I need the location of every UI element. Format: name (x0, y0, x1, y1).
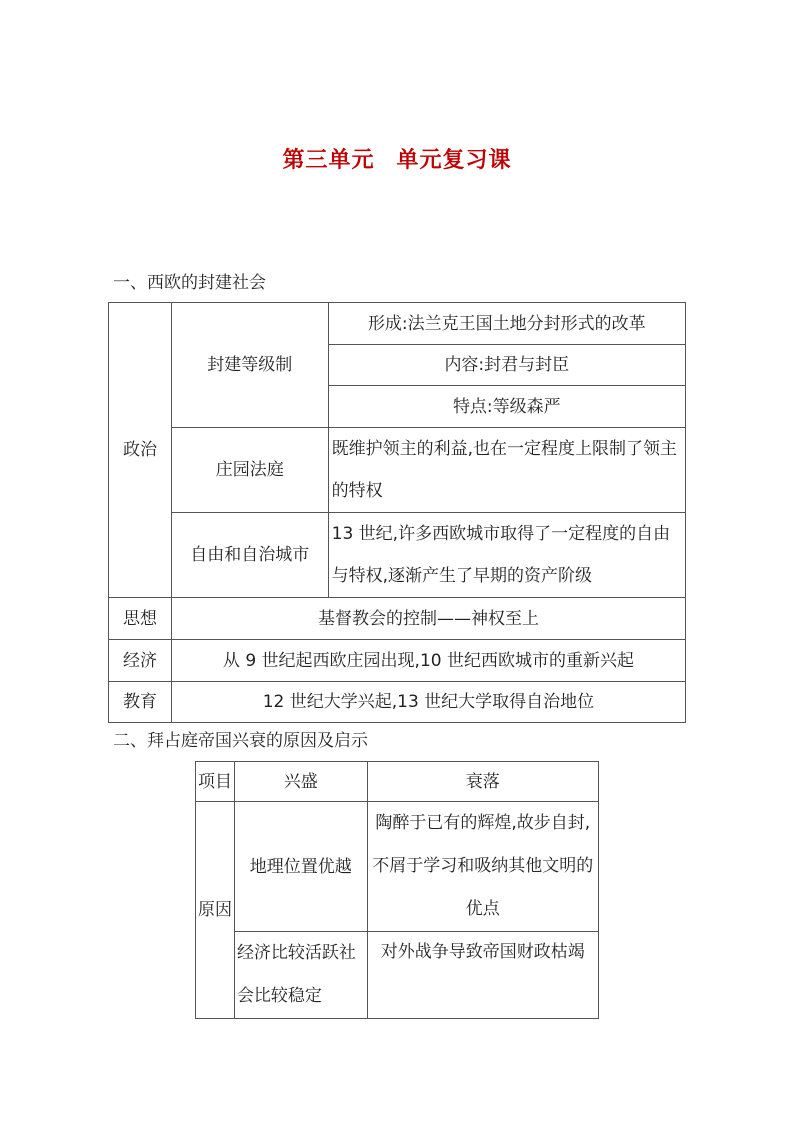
byzantine-table (195, 761, 599, 1019)
free-city-desc: 13 世纪,许多西欧城市取得了一定程度的自由与特权,逐渐产生了早期的资产阶级 (328, 513, 685, 598)
header-decline: 衰落 (367, 762, 598, 802)
manor-court-label: 庄园法庭 (171, 428, 328, 513)
feudal-society-table (108, 302, 686, 723)
education-label: 教育 (109, 682, 172, 723)
title-unit: 第三单元 (282, 148, 375, 173)
feudal-formation: 形成:法兰克王国土地分封形式的改革 (328, 303, 685, 345)
section1-heading: 一、西欧的封建社会 (113, 273, 266, 293)
thought-desc: 基督教会的控制——神权至上 (171, 598, 685, 640)
feudal-content: 内容:封君与封臣 (328, 345, 685, 386)
feudal-feature: 特点:等级森严 (328, 386, 685, 428)
manor-court-desc: 既维护领主的利益,也在一定程度上限制了领主的特权 (328, 428, 685, 513)
free-city-label: 自由和自治城市 (171, 513, 328, 598)
feudal-hierarchy-label: 封建等级制 (171, 303, 328, 428)
rise-reason-1: 地理位置优越 (234, 802, 367, 932)
section2-heading: 二、拜占庭帝国兴衰的原因及启示 (113, 731, 368, 751)
thought-label: 思想 (109, 598, 172, 640)
rise-reason-2: 经济比较活跃社会比较稳定 (234, 932, 367, 1019)
economy-label: 经济 (109, 640, 172, 682)
header-rise: 兴盛 (234, 762, 367, 802)
politics-label: 政治 (109, 303, 172, 598)
title-lesson: 单元复习课 (396, 148, 512, 173)
education-desc: 12 世纪大学兴起,13 世纪大学取得自治地位 (171, 682, 685, 723)
decline-reason-2: 对外战争导致帝国财政枯竭 (367, 932, 598, 1019)
reason-label: 原因 (196, 802, 235, 1019)
header-item: 项目 (196, 762, 235, 802)
page-title (0, 143, 794, 174)
economy-desc: 从 9 世纪起西欧庄园出现,10 世纪西欧城市的重新兴起 (171, 640, 685, 682)
decline-reason-1: 陶醉于已有的辉煌,故步自封,不屑于学习和吸纳其他文明的优点 (367, 802, 598, 932)
